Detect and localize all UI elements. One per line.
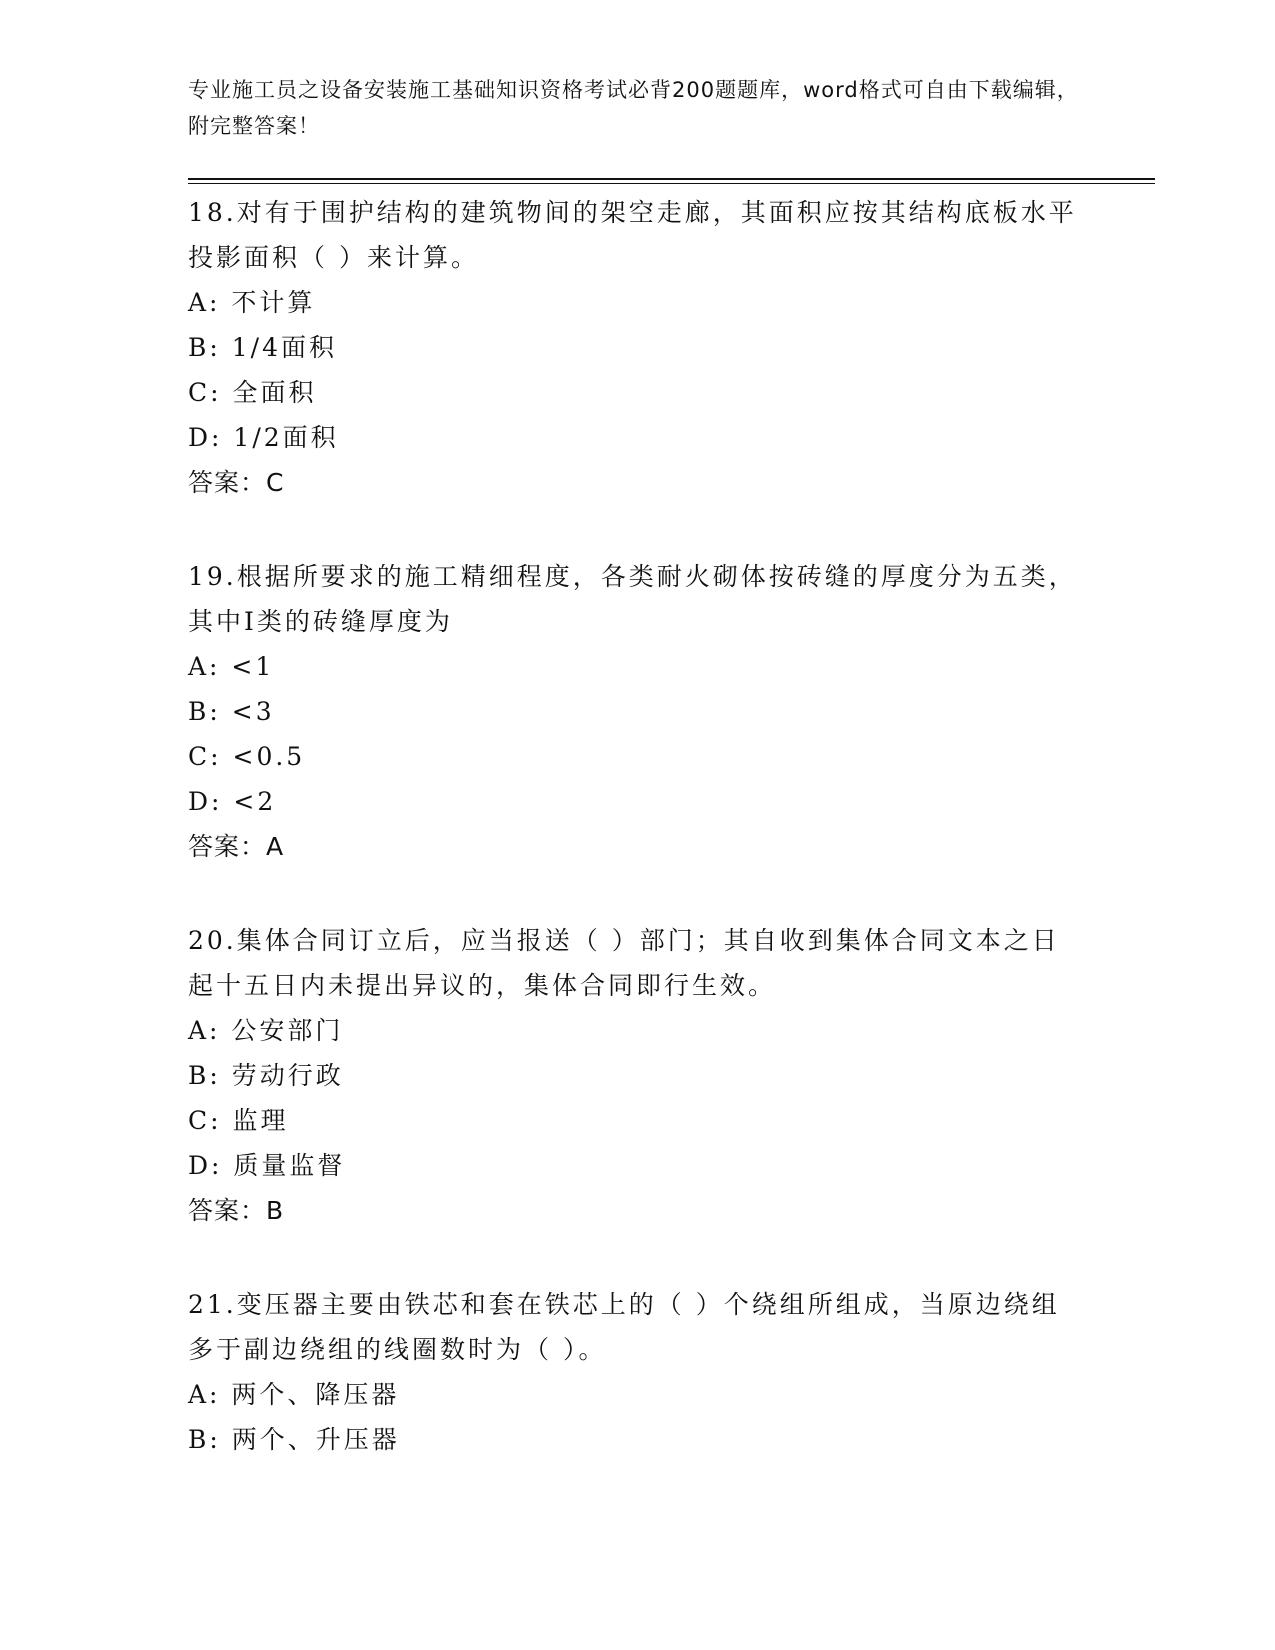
header-divider-thick	[188, 178, 1155, 180]
question-21	[188, 1282, 1088, 1462]
option-c: C: 监理	[188, 1106, 289, 1135]
answer-line: 答案：B	[188, 1196, 285, 1225]
option-b: B: <3	[188, 697, 275, 726]
option-c: C: <0.5	[188, 742, 306, 771]
header-divider-thin	[188, 183, 1155, 184]
option-a: A: 不计算	[188, 288, 316, 317]
option-a: A: 两个、降压器	[188, 1380, 400, 1409]
option-d: D: 1/2面积	[188, 423, 339, 452]
option-b: B: 劳动行政	[188, 1061, 344, 1090]
option-b: B: 1/4面积	[188, 333, 337, 362]
option-a: A: 公安部门	[188, 1016, 344, 1045]
question-text: 21.变压器主要由铁芯和套在铁芯上的（ ）个绕组所组成，当原边绕组多于副边绕组的线圈数时为（ ）。	[188, 1290, 1060, 1364]
option-d: D: 质量监督	[188, 1151, 346, 1180]
option-a: A: <1	[188, 652, 275, 681]
answer-line: 答案：A	[188, 832, 285, 861]
question-20	[188, 918, 1088, 1233]
question-text: 19.根据所要求的施工精细程度，各类耐火砌体按砖缝的厚度分为五类，其中Ⅰ类的砖缝厚度为	[188, 562, 1077, 636]
question-19	[188, 554, 1088, 869]
option-b: B: 两个、升压器	[188, 1425, 400, 1454]
option-d: D: <2	[188, 787, 277, 816]
question-list	[188, 190, 1088, 1511]
option-c: C: 全面积	[188, 378, 317, 407]
question-text: 18.对有于围护结构的建筑物间的架空走廊，其面积应按其结构底板水平投影面积（ ）来计算。	[188, 198, 1077, 272]
answer-line: 答案：C	[188, 468, 285, 497]
question-text: 20.集体合同订立后，应当报送（ ）部门；其自收到集体合同文本之日起十五日内未提出异议的，集体合同即行生效。	[188, 926, 1060, 1000]
question-18	[188, 190, 1088, 505]
document-header: 专业施工员之设备安装施工基础知识资格考试必背200题题库，word格式可自由下载编辑，附完整答案！	[188, 78, 1079, 138]
